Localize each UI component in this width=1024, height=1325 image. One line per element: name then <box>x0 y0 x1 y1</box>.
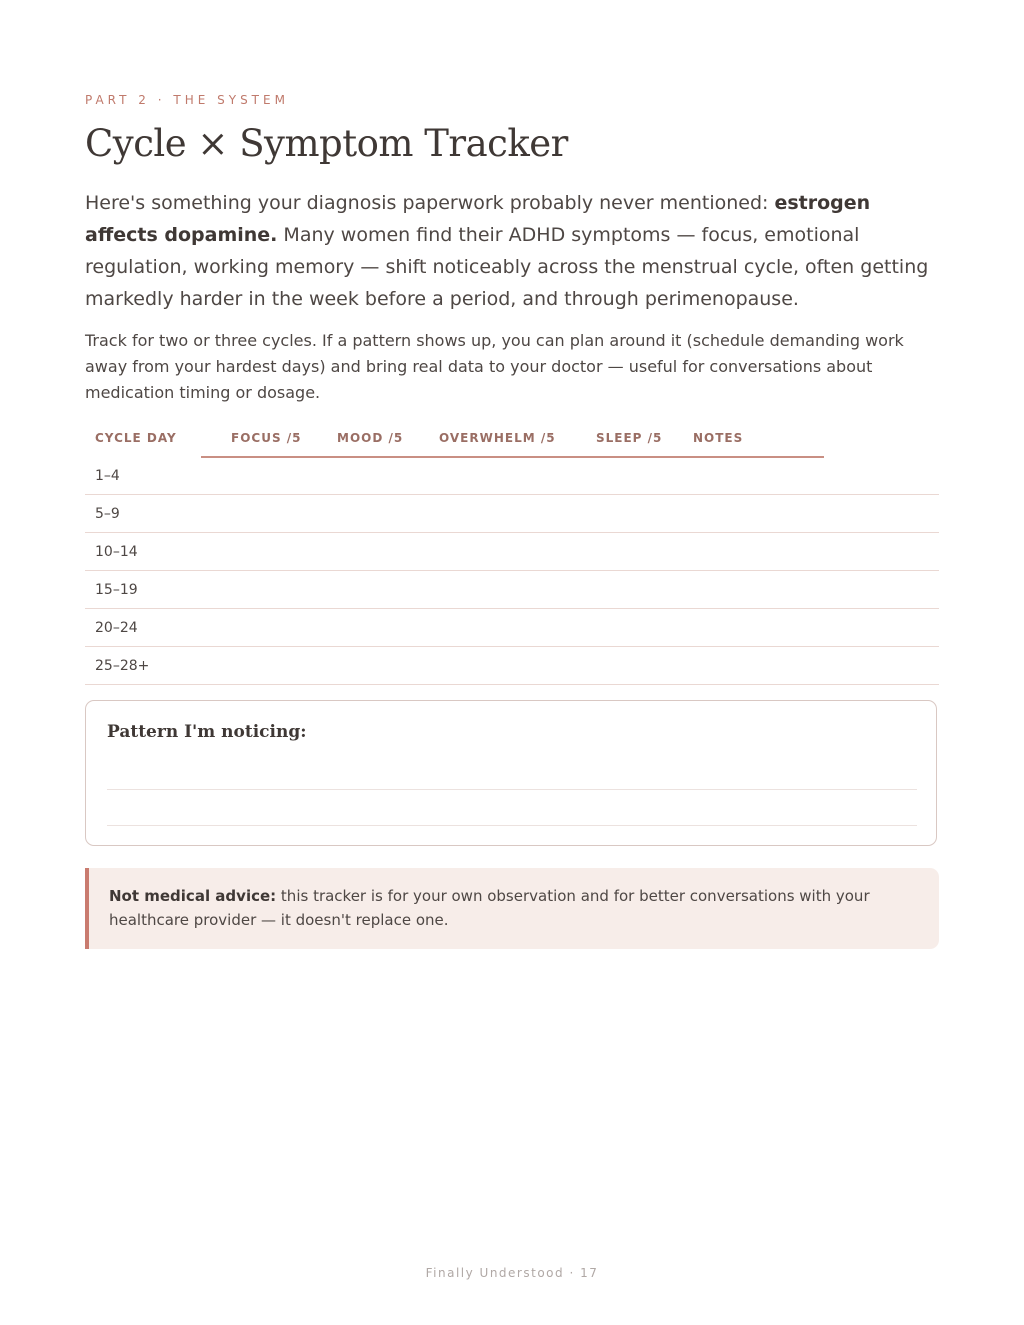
cycle-day-cell: 15–19 <box>95 582 138 598</box>
table-header <box>85 422 939 458</box>
lead-bold-text: estrogen affects dopamine. <box>85 192 871 246</box>
page-title: Cycle × Symptom Tracker <box>85 122 568 165</box>
table-row[interactable] <box>85 457 939 495</box>
table-row[interactable] <box>85 571 939 609</box>
disclaimer-callout <box>85 868 939 949</box>
disclaimer-body: this tracker is for your own observation and for better conversations with your healthcare provider — it doesn't replace one. <box>109 887 870 929</box>
header-overwhelm: OVERWHELM /5 <box>439 431 556 445</box>
header-mood: MOOD /5 <box>337 431 404 445</box>
cycle-day-cell: 10–14 <box>95 544 138 560</box>
header-notes: NOTES <box>693 431 744 445</box>
writing-line[interactable] <box>107 825 917 826</box>
instructions-paragraph: Track for two or three cycles. If a pattern shows up, you can plan around it (schedule demanding work away from your hardest days) and bring real data to your doctor — useful for conversations about medication timing or dosage. <box>85 331 904 402</box>
section-eyebrow: PART 2 · THE SYSTEM <box>85 93 289 107</box>
tracker-table-body <box>85 457 939 685</box>
page-footer: Finally Understood · 17 <box>425 1266 599 1280</box>
header-focus: FOCUS /5 <box>231 431 302 445</box>
table-row[interactable] <box>85 495 939 533</box>
table-row[interactable] <box>85 533 939 571</box>
cycle-day-cell: 20–24 <box>95 620 138 636</box>
lead-paragraph <box>85 187 943 315</box>
pattern-notes-box[interactable] <box>85 700 937 846</box>
table-row[interactable] <box>85 609 939 647</box>
disclaimer-bold: Not medical advice: <box>109 887 277 905</box>
cycle-day-cell: 1–4 <box>95 468 120 484</box>
cycle-day-cell: 25–28+ <box>95 658 150 674</box>
disclaimer-text <box>109 884 919 932</box>
writing-line[interactable] <box>107 789 917 790</box>
lead-text-start: Here's something your diagnosis paperwork probably never mentioned: <box>85 192 775 214</box>
cycle-day-cell: 5–9 <box>95 506 120 522</box>
header-sleep: SLEEP /5 <box>596 431 663 445</box>
pattern-label: Pattern I'm noticing: <box>107 722 307 742</box>
header-cycle-day: CYCLE DAY <box>95 431 177 445</box>
lead-text-end: Many women find their ADHD symptoms — focus, emotional regulation, working memory — shift noticeably across the menstrual cycle, often getting markedly harder in the week before a period, and through perimenopause. <box>85 224 929 310</box>
table-row[interactable] <box>85 647 939 685</box>
